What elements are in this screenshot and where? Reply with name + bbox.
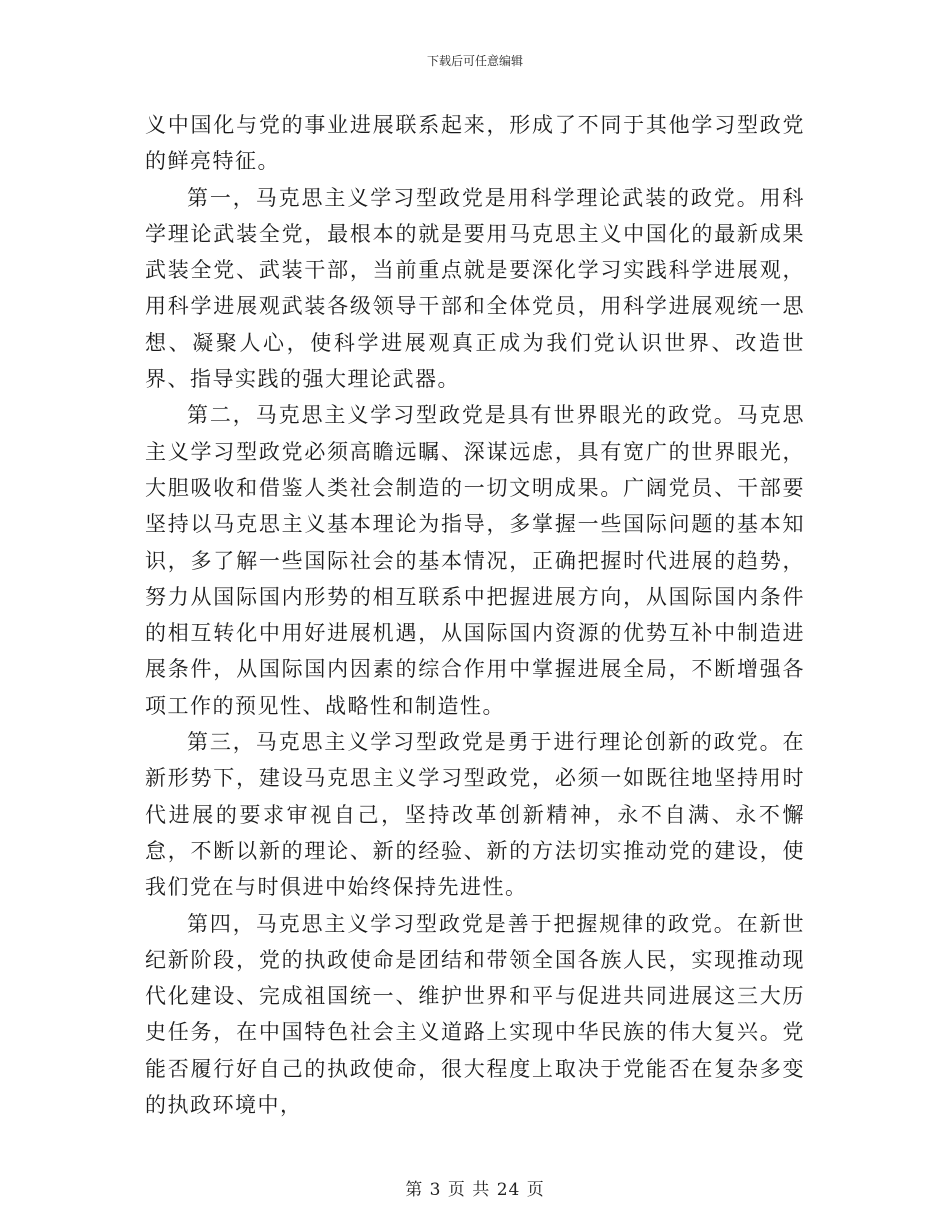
paragraph-second-point: 第二，马克思主义学习型政党是具有世界眼光的政党。马克思主义学习型政党必须高瞻远瞩、深谋远虑，具有宽广的世界眼光，大胆吸收和借鉴人类社会制造的一切文明成果。广阔党员、干部要坚持以马克思主义基本理论为指导，多掌握一些国际问题的基本知识，多了解一些国际社会的基本情况，正确把握时代进展的趋势，努力从国际国内形势的相互联系中把握进展方向，从国际国内条件的相互转化中用好进展机遇，从国际国内资源的优势互补中制造进展条件，从国际国内因素的综合作用中掌握进展全局，不断增强各项工作的预见性、战略性和制造性。 <box>145 403 805 718</box>
document-body <box>145 107 805 1123</box>
page-header: 下载后可任意编辑 <box>426 54 523 68</box>
page-number-footer: 第 3 页 共 24 页 <box>405 1180 545 1200</box>
paragraph-fourth-point: 第四，马克思主义学习型政党是善于把握规律的政党。在新世纪新阶段，党的执政使命是团结和带领全国各族人民，实现推动现代化建设、完成祖国统一、维护世界和平与促进共同进展这三大历史任务，在中国特色社会主义道路上实现中华民族的伟大复兴。党能否履行好自己的执政使命，很大程度上取决于党能否在复杂多变的执政环境中， <box>145 911 805 1118</box>
paragraph-third-point: 第三，马克思主义学习型政党是勇于进行理论创新的政党。在新形势下，建设马克思主义学习型政党，必须一如既往地坚持用时代进展的要求审视自己，坚持改革创新精神，永不自满、永不懈怠，不断以新的理论、新的经验、新的方法切实推动党的建设，使我们党在与时俱进中始终保持先进性。 <box>145 730 805 900</box>
paragraph-first-point: 第一，马克思主义学习型政党是用科学理论武装的政党。用科学理论武装全党，最根本的就是要用马克思主义中国化的最新成果武装全党、武装干部，当前重点就是要深化学习实践科学进展观，用科学进展观武装各级领导干部和全体党员，用科学进展观统一思想、凝聚人心，使科学进展观真正成为我们党认识世界、改造世界、指导实践的强大理论武器。 <box>145 185 805 392</box>
paragraph-continuation: 义中国化与党的事业进展联系起来，形成了不同于其他学习型政党的鲜亮特征。 <box>145 113 805 174</box>
